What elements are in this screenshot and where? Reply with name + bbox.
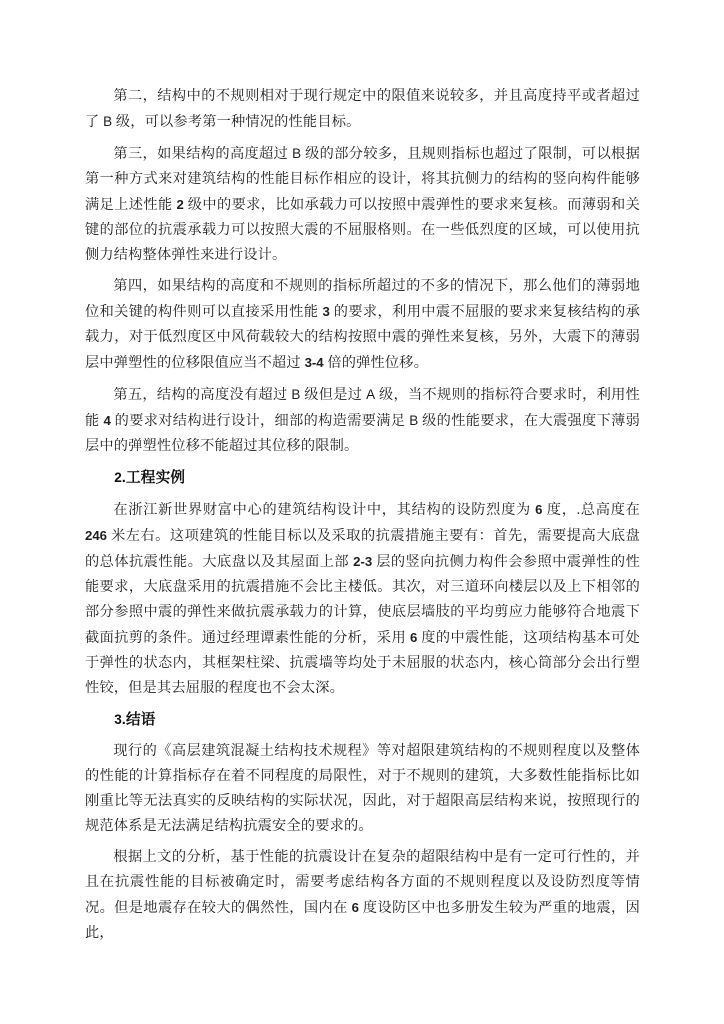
paragraph: 根据上文的分析，基于性能的抗震设计在复杂的超限结构中是有一定可行性的，并且在抗震性能的目标被确定时，需要考虑结构各方面的不规则程度以及设防烈度等情况。但是地震存在较大的偶然性，国内在 6 度设防区中也多册发生较为严重的地震，因此， bbox=[85, 849, 640, 941]
section-heading: 3.结语 bbox=[114, 712, 156, 728]
section-heading: 2.工程实例 bbox=[114, 470, 186, 486]
paragraph: 第四，如果结构的高度和不规则的指标所超过的不多的情况下，那么他们的薄弱地位和关键的构件则可以直接采用性能 3 的要求，利用中震不屈服的要求来复核结构的承载力，对于低烈度区中风荷载较大的结构按照中震的弹性来复核，另外，大震下的薄弱层中弹塑性的位移限值应当不超过 3-4 倍的弹性位移。 bbox=[85, 278, 641, 371]
paragraph: 第五，结构的高度没有超过 B 级但是过 A 级，当不规则的指标符合要求时，利用性能 4 的要求对结构进行设计，细部的构造需要满足 B 级的性能要求，在大震强度下薄弱层中的弹塑性位移不能超过其位移的限制。 bbox=[85, 387, 641, 454]
paragraph: 第三，如果结构的高度超过 B 级的部分较多，且规则指标也超过了限制，可以根据第一种方式来对建筑结构的性能目标作相应的设计，将其抗侧力的结构的竖向构件能够满足上述性能 2 级中的要求，比如承载力可以按照中震弹性的要求来复核。而薄弱和关键的部位的抗震承载力可以按照大震的不屈服格则。在一些低烈度的区域，可以使用抗侧力结构整体弹性来进行设计。 bbox=[85, 146, 640, 263]
paragraph: 第二，结构中的不规则相对于现行规定中的限值来说较多，并且高度持平或者超过了 B 级，可以参考第一种情况的性能目标。 bbox=[85, 88, 640, 130]
paragraph: 在浙江新世界财富中心的建筑结构设计中，其结构的设防烈度为 6 度，.总高度在 246 米左右。这项建筑的性能目标以及采取的抗震措施主要有：首先，需要提高大底盘的总体抗震性能。大底盘以及其屋面上部 2-3 层的竖向抗侧力构件会参照中震弹性的性能要求，大底盘采用的抗震措施不会比主楼低。其次，对三道环向楼层以及上下相邻的部分参照中震的弹性来做抗震承载力的计算，使底层墙肢的平均剪应力能够符合地震下截面抗剪的条件。通过经理谭素性能的分析，采用 6 度的中震性能，这项结构基本可处于弹性的状态内，其框架柱梁、抗震墙等均处于未屈服的状态内，核心筒部分会出行塑性铰，但是其去屈服的程度也不会太深。 bbox=[85, 502, 641, 696]
document-body bbox=[85, 84, 640, 946]
paragraph: 现行的《高层建筑混凝土结构技术规程》等对超限建筑结构的不规则程度以及整体的性能的计算指标存在着不同程度的局限性，对于不规则的建筑，大多数性能指标比如刚重比等无法真实的反映结构的实际状况，因此，对于超限高层结构来说，按照现行的规范体系是无法满足结构抗震安全的要求的。 bbox=[85, 743, 640, 834]
